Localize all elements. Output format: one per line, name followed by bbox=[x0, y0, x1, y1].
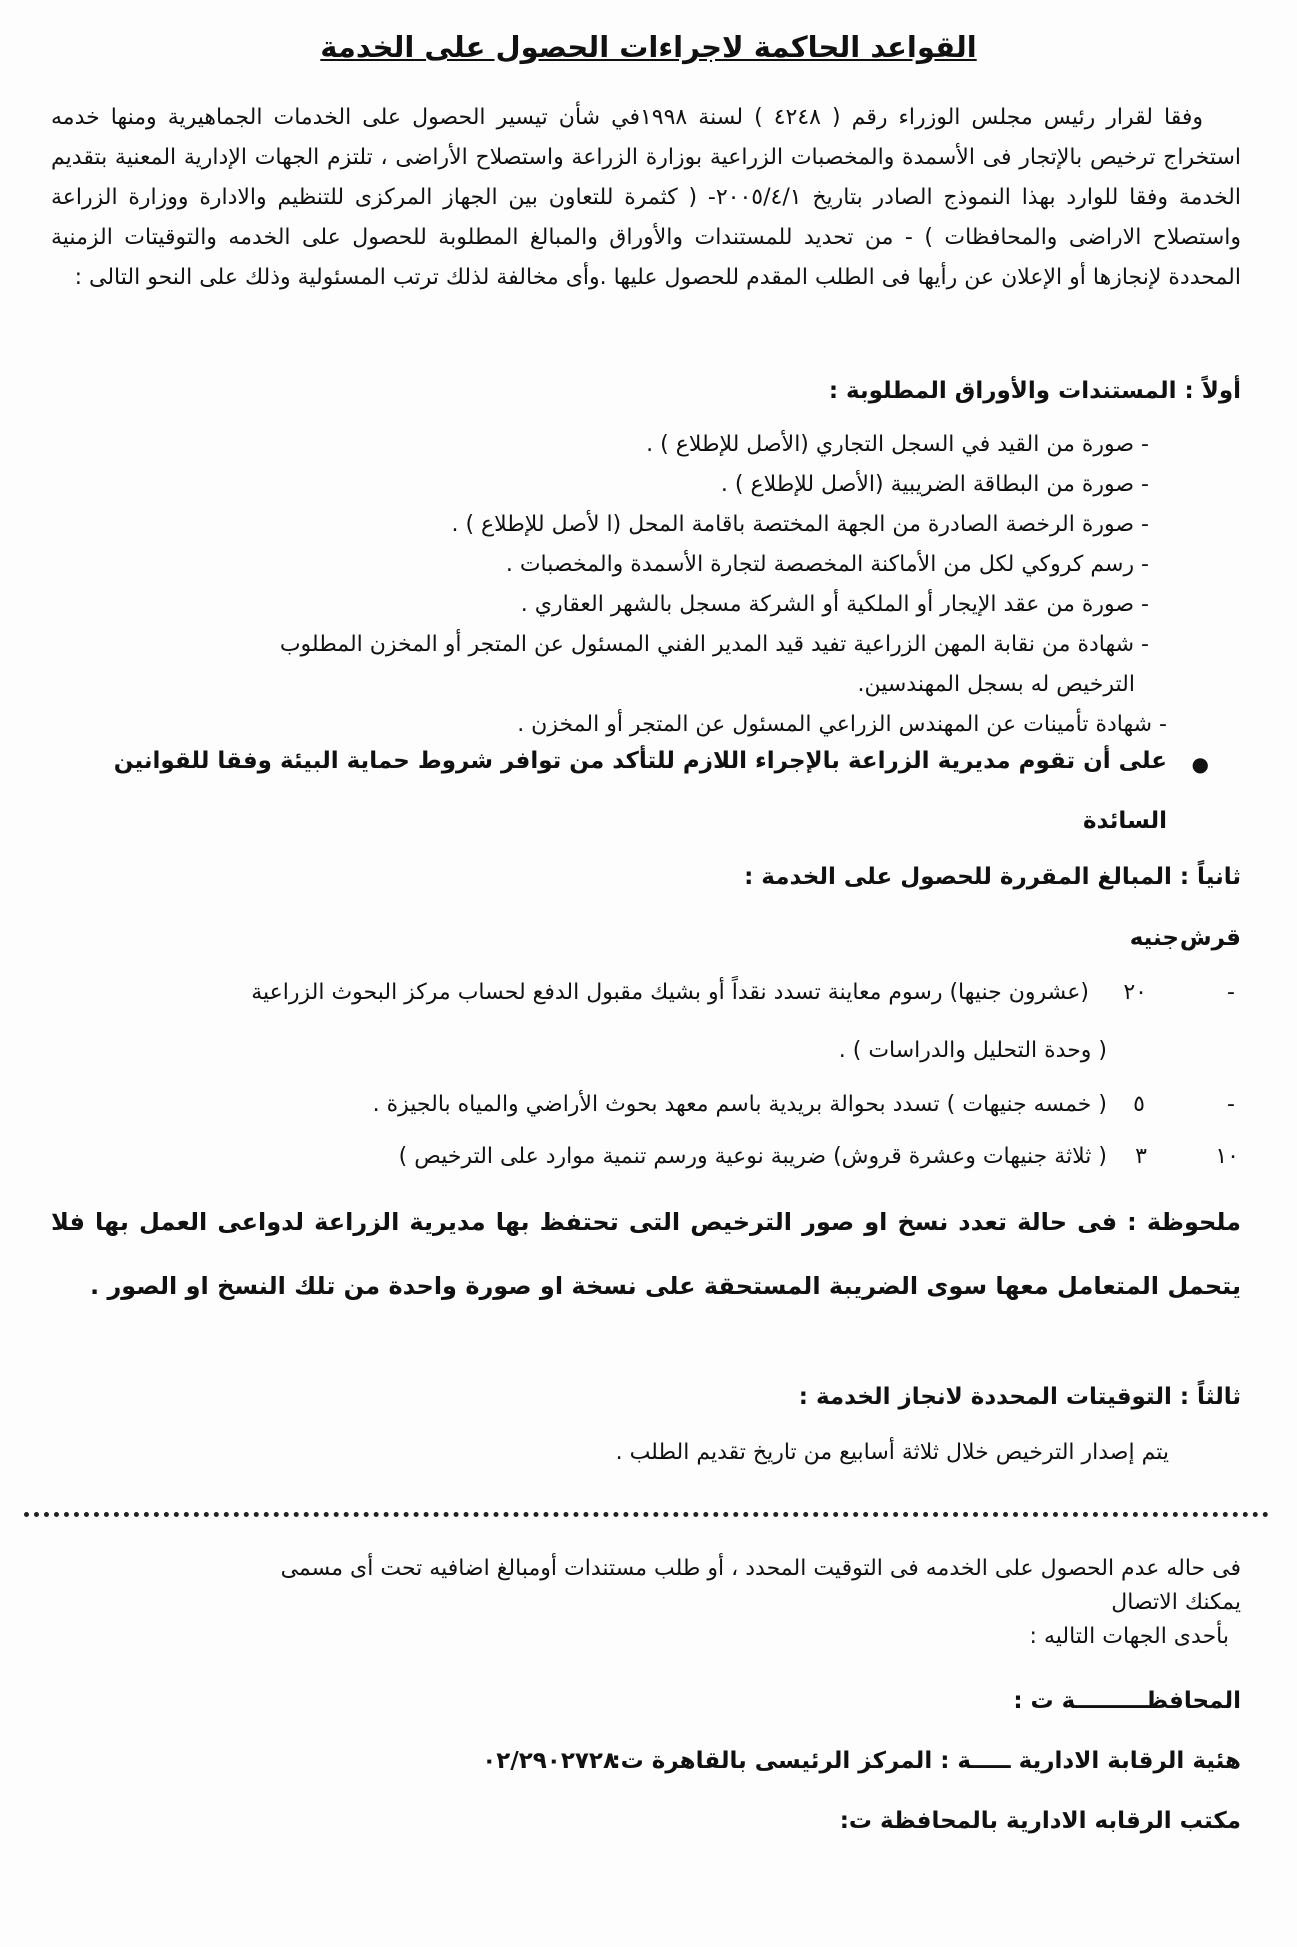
document-item: - رسم كروكي لكل من الأماكنة المخصصة لتجارة الأسمدة والمخصبات . bbox=[505, 552, 1149, 577]
bullet-dot-icon: ● bbox=[1191, 752, 1209, 776]
bullet-note-line1: على أن تقوم مديرية الزراعة بالإجراء اللازم للتأكد من توافر شروط حماية البيئة وفقا للقوانين bbox=[113, 748, 1167, 774]
fee-text: ( خمسه جنيهات ) تسدد بحوالة بريدية باسم معهد بحوث الأراضي والمياه بالجيزة . bbox=[372, 1092, 1107, 1117]
fee-pound-value: ٢٠ bbox=[1123, 980, 1147, 1005]
fee-text: (عشرون جنيها) رسوم معاينة تسدد نقداً أو بشيك مقبول الدفع لحساب مركز البحوث الزراعية bbox=[251, 980, 1089, 1005]
document-item: - صورة الرخصة الصادرة من الجهة المختصة باقامة المحل (ا لأصل للإطلاع ) . bbox=[451, 512, 1149, 537]
document-item: - صورة من القيد في السجل التجاري (الأصل للإطلاع ) . bbox=[646, 432, 1149, 457]
dotted-divider bbox=[24, 1512, 1269, 1517]
intro-paragraph: وفقا لقرار رئيس مجلس الوزراء رقم ( ٤٢٤٨ ) لسنة ١٩٩٨في شأن تيسير الحصول على الخدمات الجماهيرية ومنها خدمه استخراج ترخيص بالإتجار فى الأسمدة والمخصبات الزراعية بوزارة الزراعة واستصلاح الأراضى ، تلتزم الجهات الإدارية المعنية بتقديم الخدمة وفقا للوارد بهذا النموذج الصادر بتاريخ ٢٠٠٥/٤/١- ( كثمرة للتعاون بين الجهاز المركزى للتنظيم والادارة ووزارة الزراعة واستصلاح الاراضى والمحافظات ) - من تحديد للمستندات والأوراق والمبالغ المطلوبة للحصول على الخدمه والتوقيتات الزمنية المحددة لإنجازها أو الإعلان عن رأيها فى الطلب المقدم للحصول عليها .وأى مخالفة لذلك ترتب المسئولية وذلك على النحو التالى : bbox=[51, 105, 1241, 290]
document-item: - شهادة تأمينات عن المهندس الزراعي المسئول عن المتجر أو المخزن . bbox=[517, 712, 1167, 737]
section-3-text: يتم إصدار الترخيص خلال ثلاثة أسابيع من تاريخ تقديم الطلب . bbox=[615, 1440, 1169, 1465]
col-qirsh-header: قرش bbox=[1179, 925, 1241, 951]
contact-line-2: يمكنك الاتصال bbox=[1111, 1590, 1241, 1615]
fee-text-continuation: ( وحدة التحليل والدراسات ) . bbox=[838, 1038, 1107, 1063]
fee-qirsh-value: ١٠ bbox=[1215, 1144, 1239, 1169]
section-3-heading: ثالثاً : التوقيتات المحددة لانجاز الخدمة : bbox=[798, 1384, 1241, 1410]
governorate-phone-label: المحافظـــــــــة ت : bbox=[1013, 1688, 1241, 1714]
fee-dash: - bbox=[1227, 980, 1235, 1005]
fee-pound-value: ٥ bbox=[1133, 1092, 1145, 1117]
document-item: - صورة من البطاقة الضريبية (الأصل للإطلاع ) . bbox=[720, 472, 1149, 497]
section-1-heading: أولاً : المستندات والأوراق المطلوبة : bbox=[828, 378, 1241, 404]
note-paragraph: ملحوظة : فى حالة تعدد نسخ او صور الترخيص التى تحتفظ بها مديرية الزراعة لدواعى العمل بها فلا يتحمل المتعامل معها سوى الضريبة المستحقة على نسخة او صورة واحدة من تلك النسخ او الصور . bbox=[51, 1208, 1241, 1300]
governorate-office-phone-label: مكتب الرقابه الادارية بالمحافظة ت: bbox=[839, 1808, 1241, 1834]
page-title: القواعد الحاكمة لاجراءات الحصول على الخدمة bbox=[320, 30, 977, 64]
bullet-note-line2: السائدة bbox=[1082, 808, 1167, 834]
document-item-continuation: الترخيص له بسجل المهندسين. bbox=[857, 672, 1135, 697]
fee-dash: - bbox=[1227, 1092, 1235, 1117]
col-pound-header: جنيه bbox=[1129, 925, 1179, 951]
section-2-heading: ثانياً : المبالغ المقررة للحصول على الخدمة : bbox=[744, 864, 1241, 890]
admin-control-authority-label: هئية الرقابة الادارية ـــــة : المركز الرئيسى بالقاهرة ت: bbox=[611, 1748, 1241, 1774]
document-item: - شهادة من نقابة المهن الزراعية تفيد قيد المدير الفني المسئول عن المتجر أو المخزن المطلوب bbox=[279, 632, 1149, 657]
fee-pound-value: ٣ bbox=[1135, 1144, 1147, 1169]
admin-control-authority-phone: ٠٢/٢٩٠٢٧٢٨ bbox=[482, 1748, 617, 1774]
contact-line-3: بأحدى الجهات التاليه : bbox=[1029, 1624, 1229, 1649]
document-item: - صورة من عقد الإيجار أو الملكية أو الشركة مسجل بالشهر العقاري . bbox=[520, 592, 1149, 617]
fee-text: ( ثلاثة جنيهات وعشرة قروش) ضريبة نوعية ورسم تنمية موارد على الترخيص ) bbox=[398, 1144, 1107, 1169]
contact-line-1: فى حاله عدم الحصول على الخدمه فى التوقيت المحدد ، أو طلب مستندات أومبالغ اضافيه تحت أى مسمى bbox=[280, 1556, 1241, 1581]
